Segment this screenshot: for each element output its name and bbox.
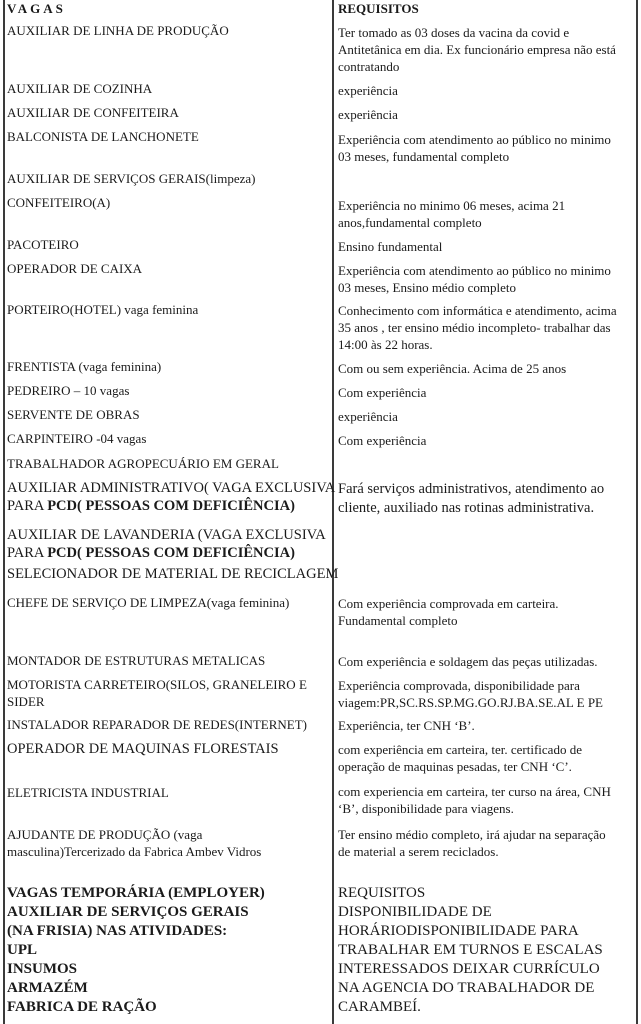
requisito-line: anos,fundamental completo [338,215,482,230]
requisito-line: Fundamental completo [338,613,458,628]
vaga-title: AUXILIAR DE LINHA DE PRODUÇÃO [7,23,229,38]
requisito-line: viagem:PR,SC.RS.SP.MG.GO.RJ.BA.SE.AL E PE [338,695,603,710]
temporary-requisito-line: NA AGENCIA DO TRABALHADOR DE [338,980,595,996]
requisito-line: Experiência com atendimento ao público no minimo [338,263,611,278]
vaga-title-line2: masculina)Tercerizado da Fabrica Ambev Vidros [7,844,262,859]
vaga-title: AUXILIAR DE LAVANDERIA (VAGA EXCLUSIVA [7,527,326,543]
temporary-requisito-line: HORÁRIODISPONIBILIDADE PARA [338,923,579,939]
temporary-title: VAGAS TEMPORÁRIA (EMPLOYER) [7,885,265,901]
vaga-title: BALCONISTA DE LANCHONETE [7,129,199,144]
vaga-title: AJUDANTE DE PRODUÇÃO (vaga [7,827,203,842]
requisito-line: cliente, auxiliado nas rotinas administrativa. [338,500,595,516]
requisito-line: 14:00 às 22 horas. [338,337,433,352]
requisito-line: Ter ensino médio completo, irá ajudar na separação [338,827,606,842]
vaga-title-line2 [7,544,295,562]
requisito-line: com experiência em carteira, ter. certificado de [338,742,582,757]
requisito-line: Experiência no minimo 06 meses, acima 21 [338,198,566,213]
column-header-requisitos: REQUISITOS [338,1,419,16]
vaga-title: PORTEIRO(HOTEL) vaga feminina [7,302,199,317]
vaga-prefix: PARA [7,545,48,561]
vaga-title: AUXILIAR DE COZINHA [7,81,153,96]
temporary-line: (NA FRISIA) NAS ATIVIDADES: [7,923,228,939]
requisito-line: Fará serviços administrativos, atendimento ao [338,481,605,497]
vaga-title: SELECIONADOR DE MATERIAL DE RECICLAGEM [7,566,339,582]
requisito-line: experiência [338,409,398,424]
vaga-title: INSTALADOR REPARADOR DE REDES(INTERNET) [7,717,308,732]
vaga-title: PEDREIRO – 10 vagas [7,383,130,398]
requisito-line: Com experiência e soldagem das peças utilizadas. [338,654,598,669]
vaga-title: MOTORISTA CARRETEIRO(SILOS, GRANELEIRO E [7,677,307,692]
pcd-label: PCD( PESSOAS COM DEFICIÊNCIA) [47,498,295,514]
vaga-title: TRABALHADOR AGROPECUÁRIO EM GERAL [7,456,279,471]
vaga-title: AUXILIAR ADMINISTRATIVO( VAGA EXCLUSIVA [7,480,336,496]
vaga-title: CONFEITEIRO(A) [7,195,111,210]
temporary-activity: UPL [7,942,37,958]
vaga-title: FRENTISTA (vaga feminina) [7,359,162,374]
requisito-line: Com ou sem experiência. Acima de 25 anos [338,361,567,376]
requisito-line: Experiência, ter CNH ‘B’. [338,718,475,733]
vaga-prefix: PARA [7,498,48,514]
table-border-right [636,0,638,1024]
vaga-title: OPERADOR DE CAIXA [7,261,143,276]
pcd-label: PCD( PESSOAS COM DEFICIÊNCIA) [47,545,295,561]
vaga-title: CHEFE DE SERVIÇO DE LIMPEZA(vaga feminina) [7,595,290,610]
vaga-title-line2: SIDER [7,694,45,709]
vaga-title: MONTADOR DE ESTRUTURAS METALICAS [7,653,266,668]
requisito-line: Experiência com atendimento ao público no minimo [338,132,611,147]
requisito-line: de material a serem reciclados. [338,844,499,859]
vaga-title: SERVENTE DE OBRAS [7,407,140,422]
requisito-line: 35 anos , ter ensino médio incompleto- trabalhar das [338,320,611,335]
requisito-line: Conhecimento com informática e atendimento, acima [338,303,617,318]
temporary-activity: INSUMOS [7,961,78,977]
vaga-title: PACOTEIRO [7,237,79,252]
vaga-title: AUXILIAR DE SERVIÇOS GERAIS(limpeza) [7,171,256,186]
temporary-requisito-line: DISPONIBILIDADE DE [338,904,492,920]
requisito-line: Experiência comprovada, disponibilidade para [338,678,580,693]
vaga-title: OPERADOR DE MAQUINAS FLORESTAIS [7,741,279,757]
requisito-line: contratando [338,59,400,74]
temporary-requisitos-title: REQUISITOS [338,885,426,901]
temporary-line: AUXILIAR DE SERVIÇOS GERAIS [7,904,249,920]
vaga-title: ELETRICISTA INDUSTRIAL [7,785,169,800]
temporary-requisito-line: TRABALHAR EM TURNOS E ESCALAS [338,942,603,958]
vaga-title: CARPINTEIRO -04 vagas [7,431,147,446]
requisito-line: experiência [338,83,398,98]
temporary-activity: FABRICA DE RAÇÃO [7,999,157,1015]
requisito-line: Ter tomado as 03 doses da vacina da covid e [338,25,570,40]
table-border-left [3,0,5,1024]
requisito-line: com experiencia em carteira, ter curso na área, CNH [338,784,611,799]
requisito-line: 03 meses, Ensino médio completo [338,280,517,295]
temporary-requisito-line: INTERESSADOS DEIXAR CURRÍCULO [338,961,600,977]
requisito-line: Com experiência [338,433,427,448]
column-divider [332,0,334,1024]
temporary-activity: ARMAZÉM [7,980,88,996]
requisito-line: Com experiência comprovada em carteira. [338,596,559,611]
requisito-line: experiência [338,107,398,122]
requisito-line: operação de maquinas pesadas, ter CNH ‘C’. [338,759,572,774]
temporary-requisito-line: CARAMBEÍ. [338,999,421,1015]
requisito-line: ‘B’, disponibilidade para viagens. [338,801,514,816]
vaga-title: AUXILIAR DE CONFEITEIRA [7,105,179,120]
column-header-vagas: VAGAS [7,1,66,16]
requisito-line: Com experiência [338,385,427,400]
requisito-line: Antitetânica em dia. Ex funcionário empresa não está [338,42,616,57]
vaga-title-line2 [7,497,295,515]
requisito-line: Ensino fundamental [338,239,443,254]
requisito-line: 03 meses, fundamental completo [338,149,510,164]
